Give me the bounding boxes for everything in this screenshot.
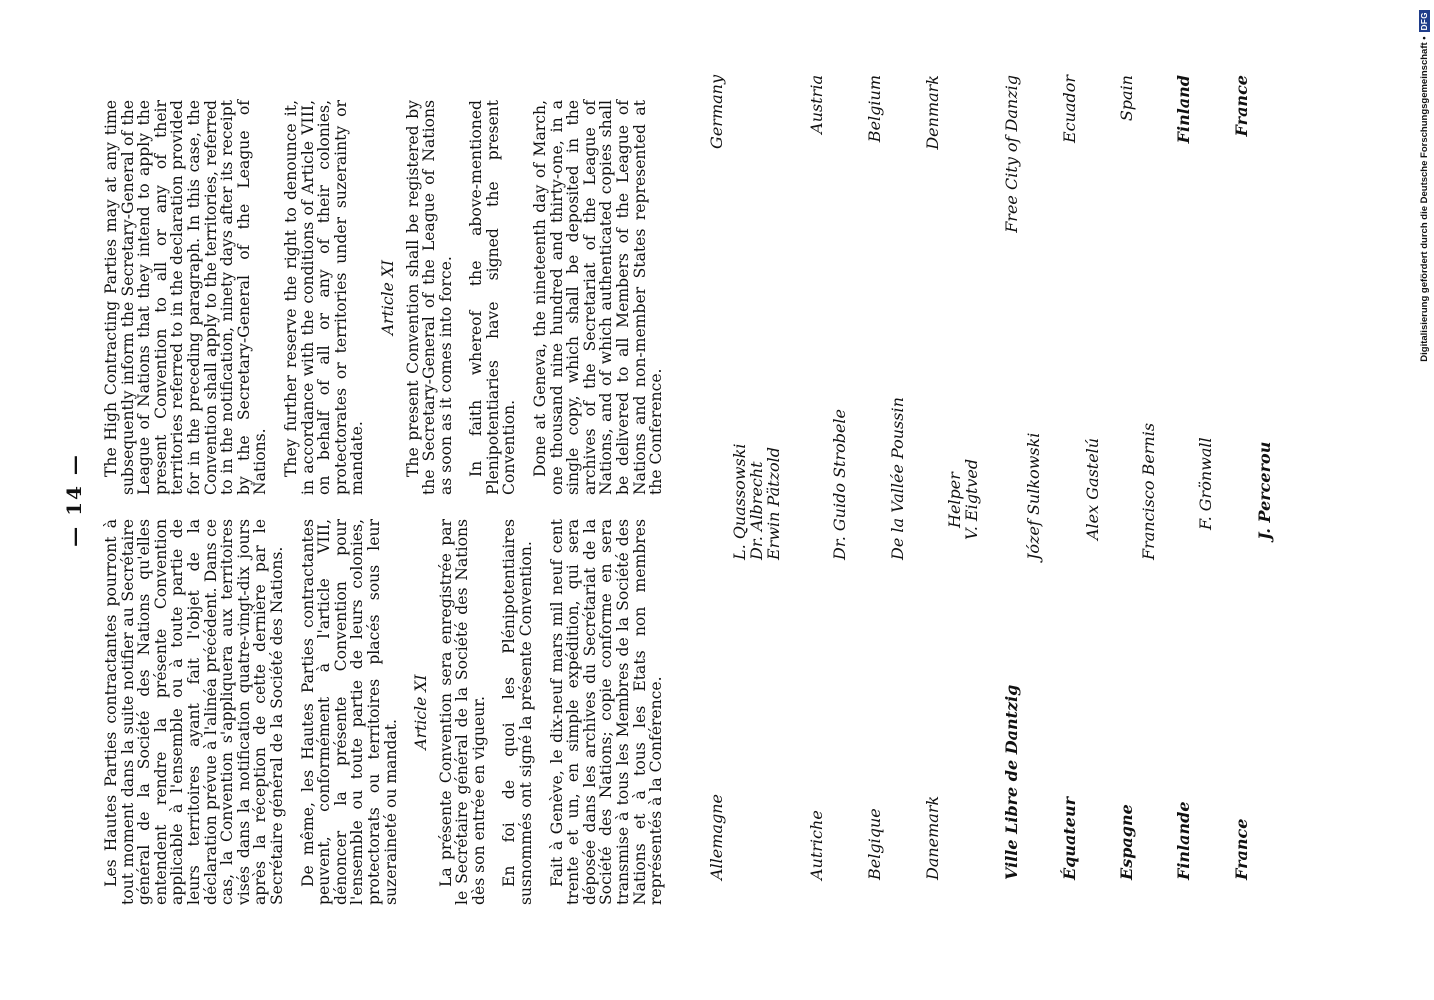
signatory-names <box>1197 360 1214 560</box>
signatory-country-en: Ecuador <box>1060 75 1079 144</box>
english-paragraph: Done at Geneva, the nineteenth day of March, one thousand nine hundred and thirty-one, in a single copy, which shall be deposited in the archives of the Secretariat of the League of Nations, and of which authenticated copies shall be delivered to all Members of the League of Nations and non-member States represented at the Conference. <box>531 100 666 495</box>
french-column <box>103 519 679 905</box>
english-paragraph: The High Contracting Parties may at any time subsequently inform the Secretary-General of the League of Nations that they intend to apply the present Convention to all or any of their territories referred to in the declaration provided for in the preceding paragraph. In this case, the Convention shall apply to the territories, referred to in the notification, ninety days after its receipt by the Secretary-General of the League of Nations. <box>102 100 270 495</box>
digitization-credit-text: Digitalisierung gefördert durch die Deutsche Forschungsgemeinschaft • <box>1418 36 1430 362</box>
signatory-country-en: Belgium <box>865 75 884 143</box>
signatory-country-fr: France <box>1232 818 1251 880</box>
english-paragraph: They further reserve the right to denounce it, in accordance with the conditions of Article VIII, on behalf of all or any of their colonies, protectorates or territories under suzerainty or mandate. <box>281 100 367 495</box>
signatory-country-fr: Finlande <box>1174 801 1193 880</box>
french-paragraph: La présente Convention sera enregistrée par le Secrétaire général de la Société des Nations dès son entrée en vigueur. <box>436 519 488 905</box>
signatory-names <box>1140 360 1157 560</box>
signatory-names <box>1084 360 1101 560</box>
signatory-names <box>889 360 906 560</box>
signatory-names <box>946 360 980 560</box>
signatory-country-fr: Danemark <box>923 795 942 880</box>
signatory-country-en: Spain <box>1117 75 1136 122</box>
signatory-names <box>1025 360 1042 560</box>
signatory-names <box>731 360 782 560</box>
signatory-name: Józef Sulkowski <box>1024 432 1043 560</box>
signatory-country-fr: Équateur <box>1060 796 1079 880</box>
signatory-name: L. Quassowski <box>730 443 749 560</box>
signatory-name: Helper <box>945 472 964 528</box>
english-paragraph: In faith whereof the above-mentioned Plenipotentiaries have signed the present Convention. <box>467 100 519 495</box>
signatory-country-fr: Belgique <box>865 808 884 880</box>
french-paragraph: Les Hautes Parties contractantes pourront à tout moment dans la suite notifier au Secrétaire général de la Société des Nations qu'elles entendent rendre la présente Convention applicable à l'ensemble ou à toute partie de leurs territoires ayant fait l'objet de la déclaration prévue à l'alinéa précédent. Dans ce cas, la Convention s'appliquera aux territoires visés dans la notification quatre-vingt-dix jours après la réception de cette dernière par le Secrétaire général de la Société des Nations. <box>102 519 286 905</box>
signatory-country-en: Free City of Danzig <box>1002 75 1021 233</box>
signatory-country-en: Austria <box>807 75 826 134</box>
english-paragraph: The present Convention shall be registered by the Secretary-General of the League of Nations as soon as it comes into force. <box>403 100 455 495</box>
french-paragraph: En foi de quoi les Plénipotentiaires susnommés ont signé la présente Convention. <box>500 519 536 905</box>
signatory-country-fr: Ville Libre de Dantzig <box>1002 684 1021 880</box>
page-number: — 14 — <box>62 453 86 547</box>
signatory-name: Dr. Albrecht <box>747 461 766 560</box>
signatory-name: Dr. Guido Strobele <box>830 408 849 560</box>
signatory-country-en: Denmark <box>923 75 942 150</box>
signatory-name: Erwin Pätzold <box>764 447 783 560</box>
signatory-country-en: Germany <box>707 75 726 149</box>
french-article-heading: Article XI <box>412 674 431 750</box>
signatory-name: J. Percerou <box>1255 441 1274 540</box>
digitization-credit <box>1413 10 1434 390</box>
signatory-names <box>1256 360 1273 560</box>
french-paragraph: Fait à Genève, le dix-neuf mars mil neuf cent trente et un, en simple expédition, qui sera déposée dans les archives du Secrétariat de la Société des Nations; copie conforme en sera transmise à tous les Membres de la Société des Nations et à tous les Etats non membres représentés à la Conférence. <box>547 519 666 905</box>
english-article-heading: Article XI <box>378 259 397 336</box>
signatory-name: V. Eigtved <box>962 458 981 540</box>
signatory-country-fr: Autriche <box>807 810 826 880</box>
signatory-country-en: France <box>1232 75 1251 137</box>
dfg-logo: DFG <box>1419 12 1429 31</box>
signatory-country-en: Finland <box>1174 75 1193 144</box>
signatory-country-fr: Allemagne <box>707 794 726 880</box>
signatory-name: Francisco Bernis <box>1139 422 1158 560</box>
signatory-name: De la Vallée Poussin <box>888 397 907 560</box>
signatory-name: F. Grönwall <box>1196 437 1215 530</box>
signatory-name: Alex Gastelú <box>1083 437 1102 540</box>
french-paragraph: De même, les Hautes Parties contractantes peuvent, conformément à l'article VIII, dénoncer la présente Convention pour l'ensemble ou toute partie de leurs colonies, protectorats ou territoires placés sous leur suzeraineté ou mandat. <box>298 519 400 905</box>
english-column <box>103 100 679 495</box>
signatory-country-fr: Espagne <box>1117 804 1136 880</box>
signatory-names <box>831 360 848 560</box>
